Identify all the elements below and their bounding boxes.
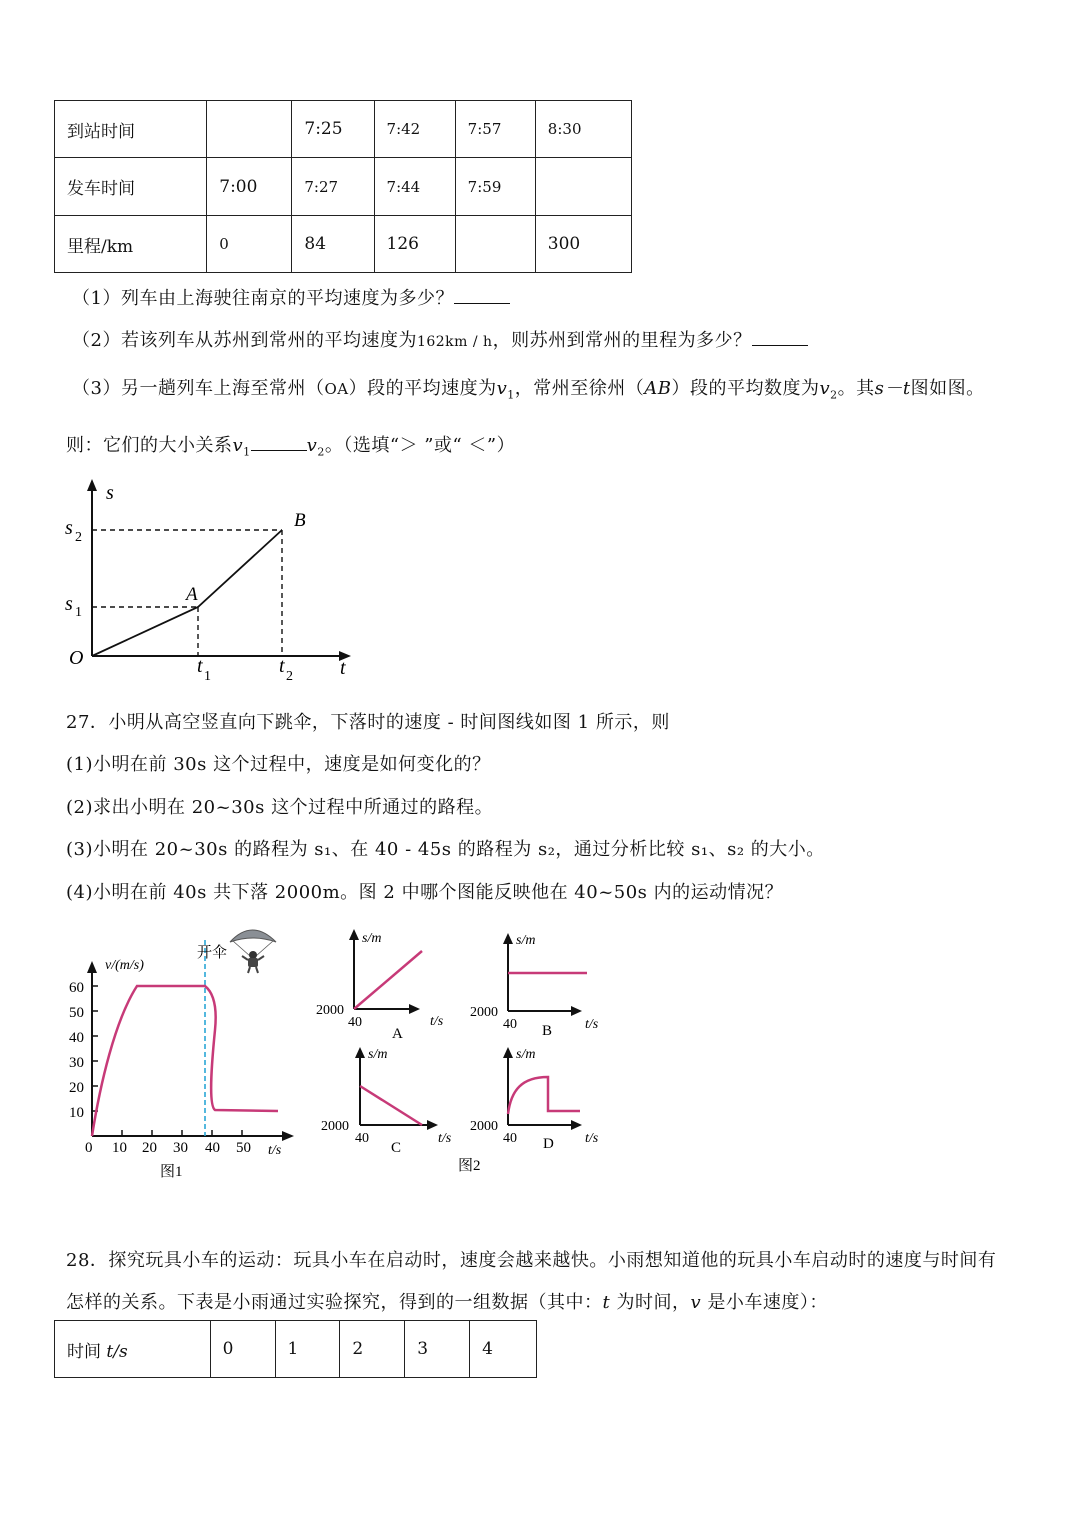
velocity-curve <box>92 986 278 1136</box>
table-row-arrival <box>55 101 632 158</box>
table-cell: 7:42 <box>374 101 455 158</box>
graph-label-a: A <box>392 1026 403 1042</box>
tick-s2-sub: 2 <box>75 530 82 545</box>
table-cell: 84 <box>292 216 374 273</box>
row-label-text: 时间 <box>67 1341 107 1362</box>
y-arrow <box>87 479 97 491</box>
question-text: （2）若该列车从苏州到常州的平均速度为 <box>72 330 417 351</box>
graph-d <box>470 1047 599 1152</box>
table-row-distance <box>55 216 632 273</box>
subscript: 1 <box>243 445 251 459</box>
y-tick-label: 20 <box>69 1080 84 1096</box>
row-label <box>55 1321 211 1378</box>
question-text: 则：它们的大小关系 <box>66 435 233 456</box>
question-26-1 <box>72 284 510 310</box>
graph-a <box>316 929 444 1042</box>
question-26-4 <box>66 431 515 459</box>
question-text: ，则苏州到常州的里程为多少？ <box>492 330 752 351</box>
table-cell: 7:25 <box>292 101 374 158</box>
table-cell <box>535 158 631 216</box>
tick-s2: s <box>65 517 73 539</box>
question-text: ）段的平均数度为 <box>671 378 820 399</box>
figure-2-graphs <box>310 925 620 1180</box>
point-b-label: B <box>294 510 306 531</box>
var-v: v <box>232 435 244 456</box>
answer-blank[interactable] <box>752 327 808 346</box>
subscript: 1 <box>507 388 515 402</box>
table-row-departure <box>55 158 632 216</box>
table-cell: 2 <box>340 1321 405 1378</box>
row-label: 发车时间 <box>55 158 207 216</box>
x-axis-label: t/s <box>438 1131 452 1146</box>
table-cell <box>455 216 535 273</box>
tick-t1: t <box>197 655 203 677</box>
x-tick-label: 0 <box>85 1140 93 1156</box>
tick-s1: s <box>65 593 73 615</box>
graph-c <box>321 1047 452 1156</box>
row-label-var: t/s <box>106 1341 128 1362</box>
y-tick-label: 10 <box>69 1105 84 1121</box>
question-27-1: (1)小明在前 30s 这个过程中，速度是如何变化的？ <box>66 754 491 775</box>
graph-label-b: B <box>542 1023 553 1039</box>
table-cell <box>207 101 292 158</box>
figure-1-caption: 图1 <box>160 1164 183 1180</box>
y-origin-label: 2000 <box>321 1119 349 1134</box>
question-text: 为时间， <box>610 1292 691 1313</box>
x-tick-label: 40 <box>205 1140 220 1156</box>
table-cell: 7:59 <box>455 158 535 216</box>
segment-label: OA <box>324 380 349 398</box>
table-cell: 0 <box>207 216 292 273</box>
st-graph <box>55 470 365 690</box>
answer-blank[interactable] <box>454 285 510 304</box>
question-text: 。其 <box>837 378 875 399</box>
row-label: 里程/km <box>55 216 207 273</box>
segment-label: AB <box>644 378 672 399</box>
parachute-open-label: 开伞 <box>197 945 228 961</box>
x-axis-label: t/s <box>268 1143 282 1158</box>
x-axis-label: t/s <box>430 1014 444 1029</box>
x-tick-label: 10 <box>112 1140 127 1156</box>
question-text: （1）列车由上海驶往南京的平均速度为多少？ <box>72 288 454 309</box>
y-arrow <box>87 961 97 973</box>
x-axis-label: t/s <box>585 1131 599 1146</box>
table-cell: 8:30 <box>535 101 631 158</box>
x-axis-label: t/s <box>585 1017 599 1032</box>
question-27-4: (4)小明在前 40s 共下落 2000m。图 2 中哪个图能反映他在 40~50s 内的运动情况？ <box>66 882 784 903</box>
graph-label-d: D <box>543 1136 554 1152</box>
subscript: 2 <box>830 388 838 402</box>
var-st: s－t <box>874 378 911 399</box>
table-cell: 4 <box>470 1321 537 1378</box>
y-axis-label: s/m <box>516 1047 536 1062</box>
question-27-intro: 27．小明从高空竖直向下跳伞，下落时的速度 - 时间图线如图 1 所示，则 <box>66 712 670 733</box>
question-text: 。（选填“＞ ”或“ ＜”） <box>324 435 516 456</box>
table-cell: 7:44 <box>374 158 455 216</box>
y-tick-label: 60 <box>69 980 84 996</box>
y-tick-label: 40 <box>69 1030 84 1046</box>
x-origin-label: 40 <box>348 1015 362 1030</box>
table-cell: 7:57 <box>455 101 535 158</box>
y-tick-label: 50 <box>69 1005 84 1021</box>
y-axis-label: s/m <box>368 1047 388 1062</box>
question-27-2: (2)求出小明在 20~30s 这个过程中所通过的路程。 <box>66 797 494 818</box>
y-tick-label: 30 <box>69 1055 84 1071</box>
table-cell: 7:27 <box>292 158 374 216</box>
tick-s1-sub: 1 <box>75 605 82 620</box>
axis-label-s: s <box>106 482 114 504</box>
y-axis-label: s/m <box>516 933 536 948</box>
table-cell: 126 <box>374 216 455 273</box>
question-27-3: (3)小明在 20~30s 的路程为 s₁、在 40 - 45s 的路程为 s₂，通过分析比较 s₁、s₂ 的大小。 <box>66 839 825 860</box>
y-origin-label: 2000 <box>470 1005 498 1020</box>
table-cell: 3 <box>405 1321 470 1378</box>
var-v: v <box>690 1292 702 1313</box>
parachutist-icon <box>230 930 276 973</box>
question-26-3 <box>72 374 985 402</box>
x-tick-label: 20 <box>142 1140 157 1156</box>
table-cell: 1 <box>275 1321 340 1378</box>
x-origin-label: 40 <box>503 1017 517 1032</box>
train-schedule-table <box>54 100 632 273</box>
figure-1-vt-graph <box>60 920 320 1185</box>
graph-b <box>470 933 599 1039</box>
y-origin-label: 2000 <box>470 1119 498 1134</box>
point-a-label: A <box>186 584 198 605</box>
y-axis-label: v/(m/s) <box>105 958 144 973</box>
var-v: v <box>819 378 831 399</box>
tick-t1-sub: 1 <box>204 669 211 684</box>
axis-label-t: t <box>340 657 346 679</box>
x-arrow <box>282 1131 294 1141</box>
question-text: （3）另一趟列车上海至常州（ <box>72 378 325 399</box>
subscript: 2 <box>317 445 325 459</box>
y-origin-label: 2000 <box>316 1003 344 1018</box>
figure-2-caption: 图2 <box>458 1158 481 1174</box>
question-text: 图如图。 <box>910 378 985 399</box>
x-origin-label: 40 <box>355 1131 369 1146</box>
var-v: v <box>306 435 318 456</box>
question-text: ）段的平均速度为 <box>348 378 497 399</box>
y-axis-label: s/m <box>362 931 382 946</box>
answer-blank[interactable] <box>251 432 307 451</box>
question-text: 是小车速度）： <box>701 1292 828 1313</box>
x-tick-label: 30 <box>173 1140 188 1156</box>
question-text: 怎样的关系。下表是小雨通过实验探究，得到的一组数据（其中： <box>66 1292 603 1313</box>
tick-t2: t <box>279 655 285 677</box>
table-row-time <box>55 1321 537 1378</box>
table-cell: 0 <box>210 1321 275 1378</box>
table-cell: 300 <box>535 216 631 273</box>
question-28-line1: 28．探究玩具小车的运动：玩具小车在启动时，速度会越来越快。小雨想知道他的玩具小车启动时的速度与时间有 <box>66 1250 997 1271</box>
time-table <box>54 1320 537 1378</box>
speed-value: 162km / h <box>416 334 493 350</box>
origin-label: O <box>69 647 84 669</box>
var-t: t <box>602 1292 611 1313</box>
x-origin-label: 40 <box>503 1131 517 1146</box>
graph-label-c: C <box>391 1140 402 1156</box>
question-26-2 <box>72 326 808 352</box>
x-tick-label: 50 <box>236 1140 251 1156</box>
question-28-line2 <box>66 1288 828 1314</box>
var-v: v <box>496 378 508 399</box>
question-text: ，常州至徐州（ <box>514 378 645 399</box>
tick-t2-sub: 2 <box>286 669 293 684</box>
table-cell: 7:00 <box>207 158 292 216</box>
row-label: 到站时间 <box>55 101 207 158</box>
